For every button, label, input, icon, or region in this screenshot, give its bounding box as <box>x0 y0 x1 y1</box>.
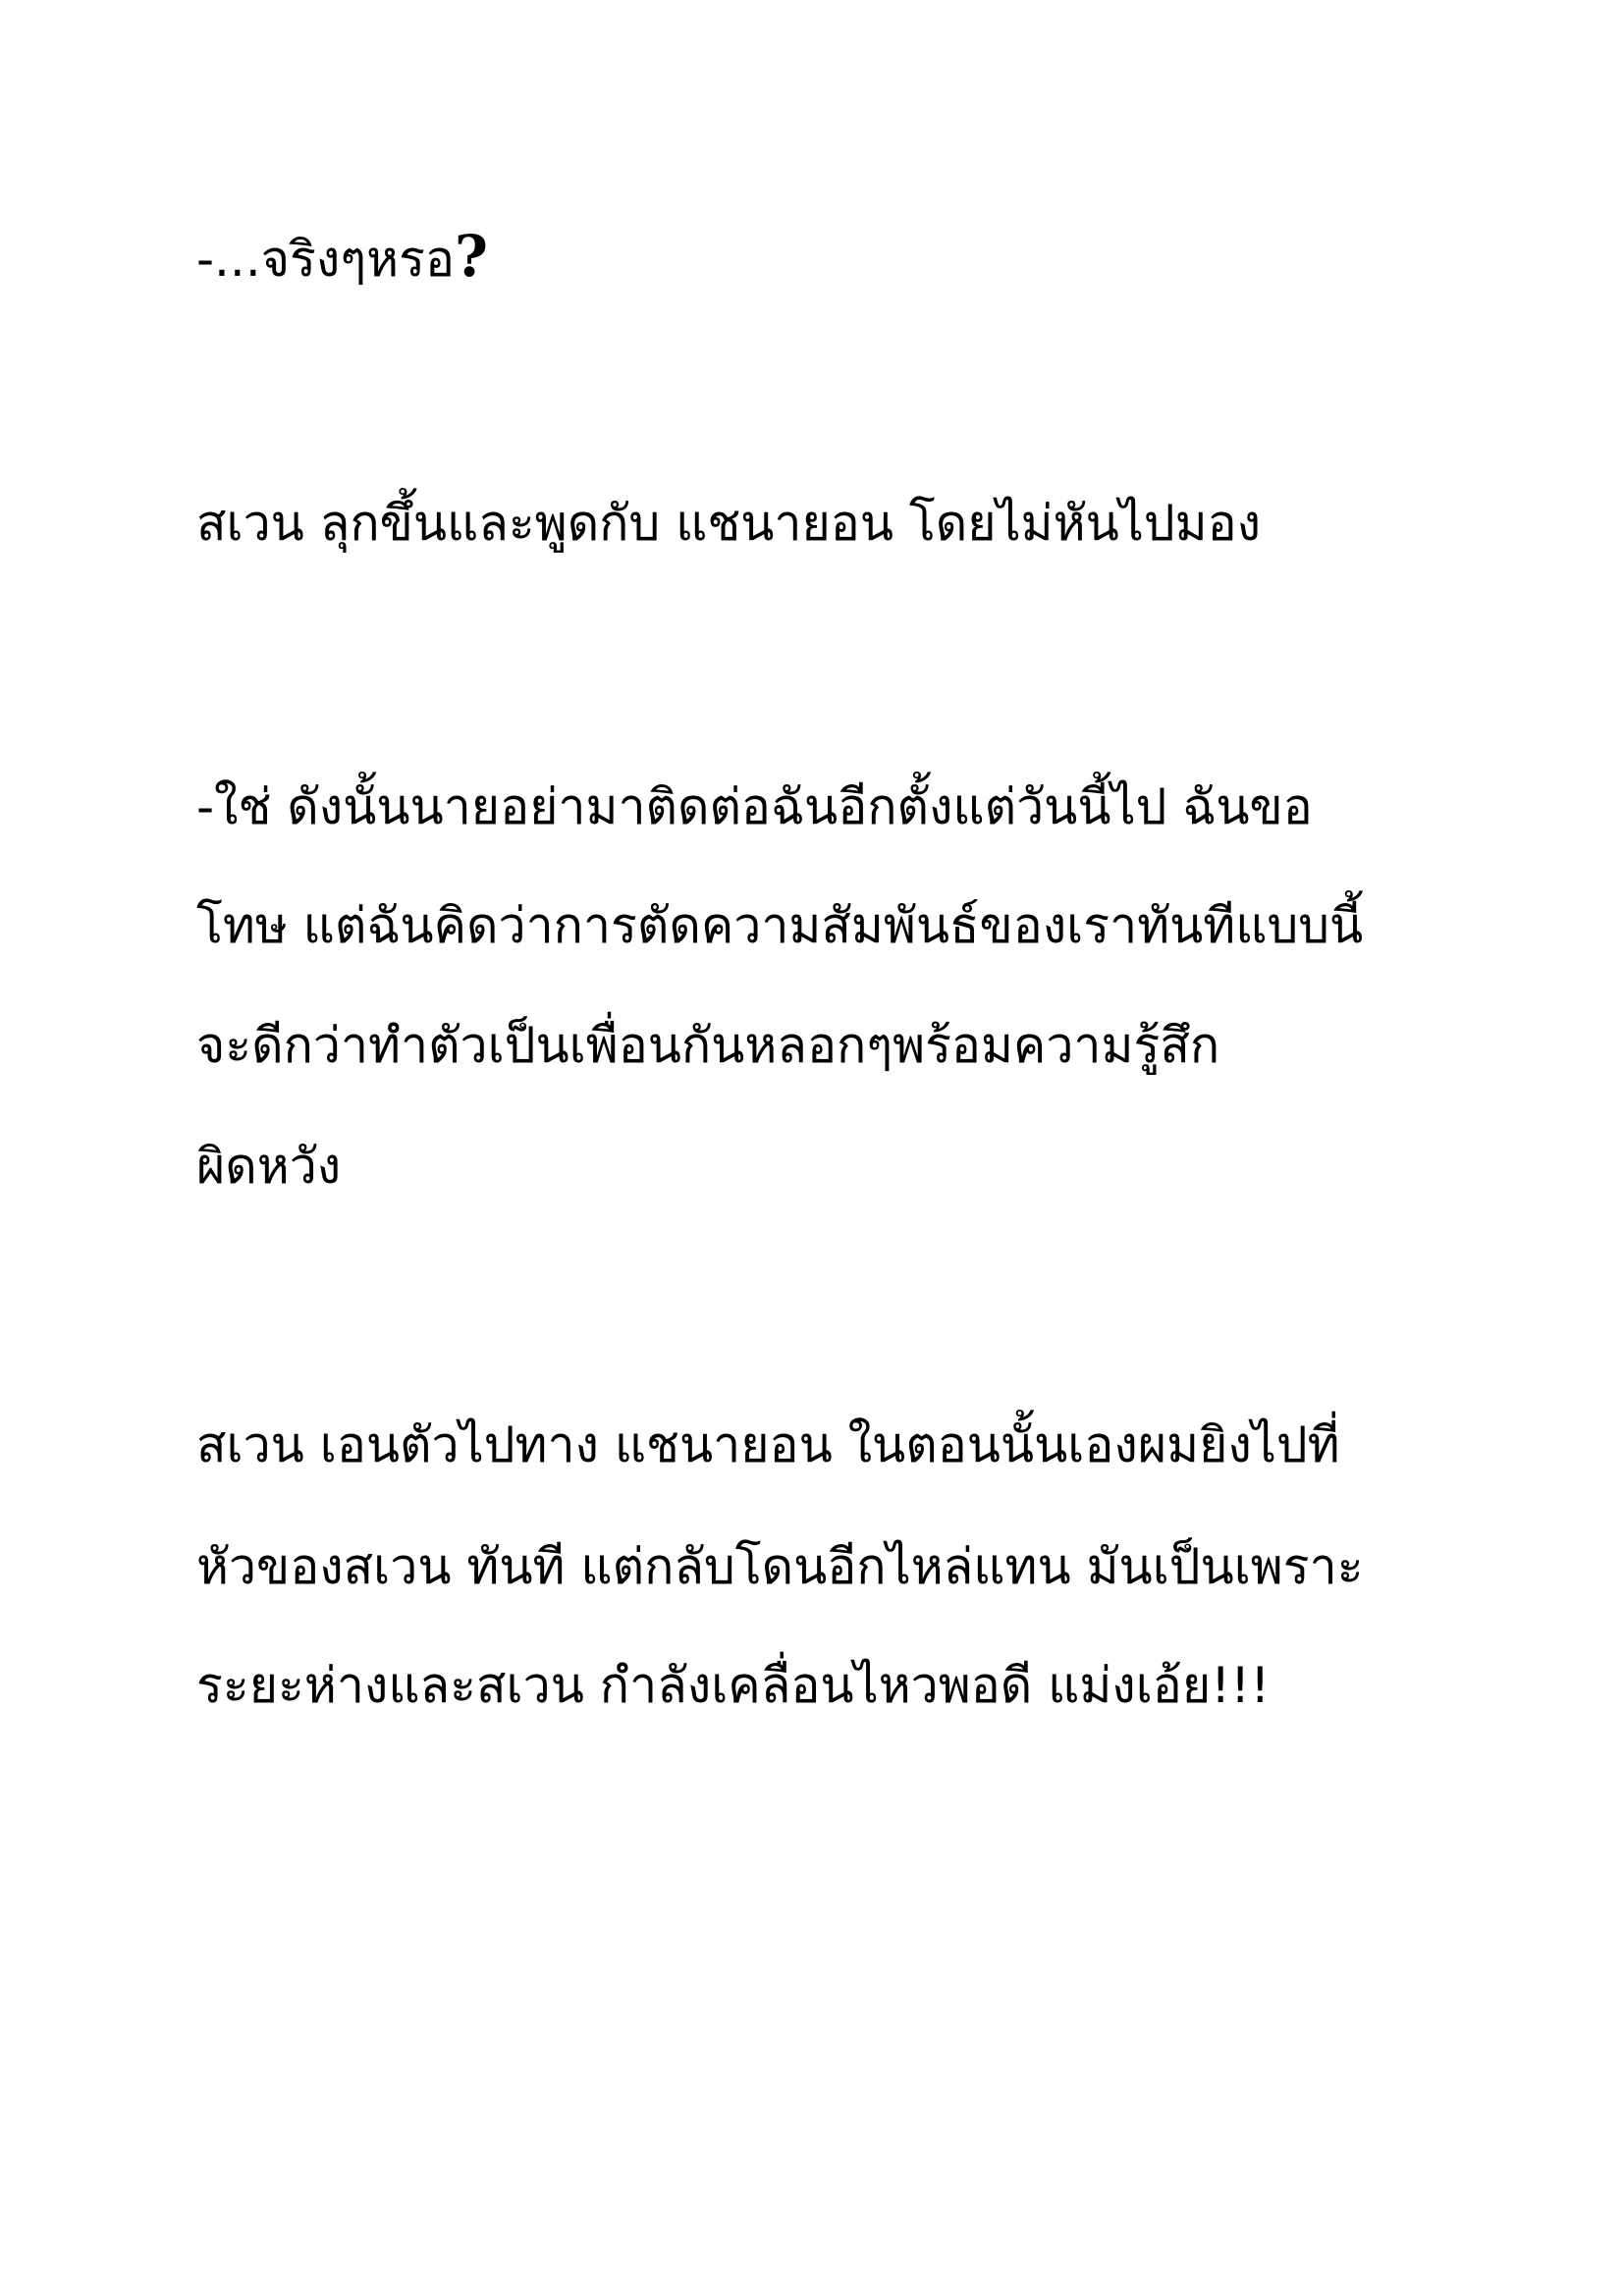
text-line: จะดีกว่าทำตัวเป็นเพื่อนกันหลอกๆพร้อมความรู้สึก <box>196 1017 1220 1074</box>
text-line: สเวน เอนตัวไปทาง แชนายอน ในตอนนั้นเองผมยิงไปที่ <box>196 1416 1340 1473</box>
text-line: ระยะห่างและสเวน กำลังเคลื่อนไหวพอดี แม่งเอ้ย!!! <box>196 1657 1271 1714</box>
text-line: โทษ แต่ฉันคิดว่าการตัดความสัมพันธ์ของเราทันทีแบบนี้ <box>196 897 1364 954</box>
text-line: หัวของสเวน ทันที แต่กลับโดนอีกไหล่แทน มันเป็นเพราะ <box>196 1538 1364 1595</box>
line-text: -...จริงๆหรอ <box>196 231 455 288</box>
text-line: -ใช่ ดังนั้นนายอย่ามาติดต่อฉันอีกตั้งแต่วันนี้ไป ฉันขอ <box>196 778 1313 835</box>
question-mark: ? <box>455 223 488 290</box>
text-line <box>196 223 488 290</box>
text-line: ผิดหวัง <box>196 1138 342 1195</box>
text-line: สเวน ลุกขึ้นและพูดกับ แชนายอน โดยไม่หันไปมอง <box>196 495 1262 552</box>
